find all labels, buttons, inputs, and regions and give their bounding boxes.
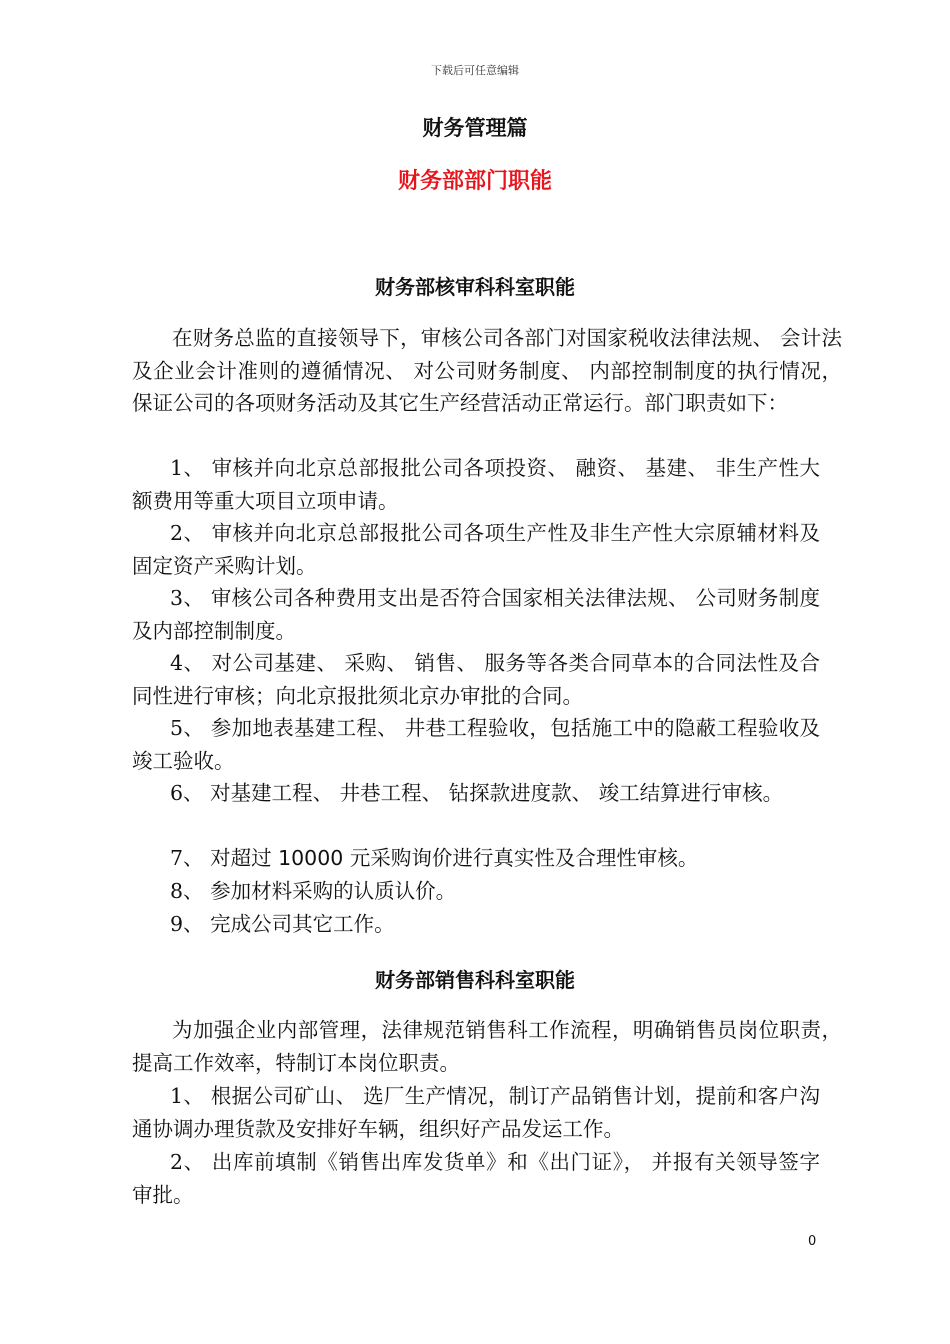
item-number: 1、 (170, 1084, 205, 1108)
item-text: 根据公司矿山、 选厂生产情况，制订产品销售计划，提前和客户沟通协调办理货款及安排好车辆，组织好产品发运工作。 (132, 1084, 820, 1141)
item-text: 对超过 10000 元采购询价进行真实性及合理性审核。 (210, 846, 699, 870)
item-number: 7、 (170, 846, 204, 870)
list-item (132, 842, 820, 875)
section-title-audit: 财务部核审科科室职能 (375, 275, 575, 299)
item-text: 审核公司各种费用支出是否符合国家相关法律法规、 公司财务制度及内部控制制度。 (132, 586, 820, 643)
item-text: 完成公司其它工作。 (210, 912, 395, 936)
item-text: 审核并向北京总部报批公司各项投资、 融资、 基建、 非生产性大额费用等重大项目立项申请。 (132, 456, 820, 513)
item-number: 8、 (170, 879, 204, 903)
item-number: 4、 (170, 651, 205, 675)
item-text: 对基建工程、 井巷工程、 钻探款进度款、 竣工结算进行审核。 (210, 781, 784, 805)
item-number: 5、 (170, 716, 205, 740)
item-text: 对公司基建、 采购、 销售、 服务等各类合同草本的合同法性及合同性进行审核；向北京报批须北京办审批的合同。 (132, 651, 820, 708)
item-text: 审核并向北京总部报批公司各项生产性及非生产性大宗原辅材料及固定资产采购计划。 (132, 521, 820, 578)
section-intro-audit: 在财务总监的直接领导下，审核公司各部门对国家税收法律法规、 会计法及企业会计准则的遵循情况、 对公司财务制度、 内部控制制度的执行情况，保证公司的各项财务活动及其它生产经营活动正常运行。部门职责如下： (132, 326, 842, 415)
list-item (132, 517, 820, 582)
section-intro-sales: 为加强企业内部管理，法律规范销售科工作流程，明确销售员岗位职责，提高工作效率，特制订本岗位职责。 (132, 1018, 842, 1075)
header-note: 下载后可任意编辑 (431, 64, 519, 77)
list-item (132, 452, 820, 517)
list-item (132, 647, 820, 712)
list-item (132, 1080, 820, 1145)
item-number: 6、 (170, 781, 204, 805)
item-number: 1、 (170, 456, 205, 480)
item-text: 参加地表基建工程、 井巷工程验收，包括施工中的隐蔽工程验收及竣工验收。 (132, 716, 820, 773)
item-text: 参加材料采购的认质认价。 (210, 879, 457, 903)
list-item (132, 712, 820, 777)
item-number: 2、 (170, 521, 205, 545)
section-title-sales: 财务部销售科科室职能 (375, 968, 575, 992)
item-number: 3、 (170, 586, 205, 610)
page-title: 财务管理篇 (422, 116, 528, 140)
item-number: 9、 (170, 912, 204, 936)
item-text: 出库前填制《销售出库发货单》和《出门证》， 并报有关领导签字审批。 (132, 1150, 820, 1207)
list-item (132, 1146, 820, 1211)
page-subtitle: 财务部部门职能 (397, 169, 552, 194)
item-number: 2、 (170, 1150, 205, 1174)
list-item (132, 777, 820, 810)
list-item (132, 908, 820, 941)
page-number: 0 (808, 1234, 817, 1249)
list-item (132, 875, 820, 908)
list-item (132, 582, 820, 647)
